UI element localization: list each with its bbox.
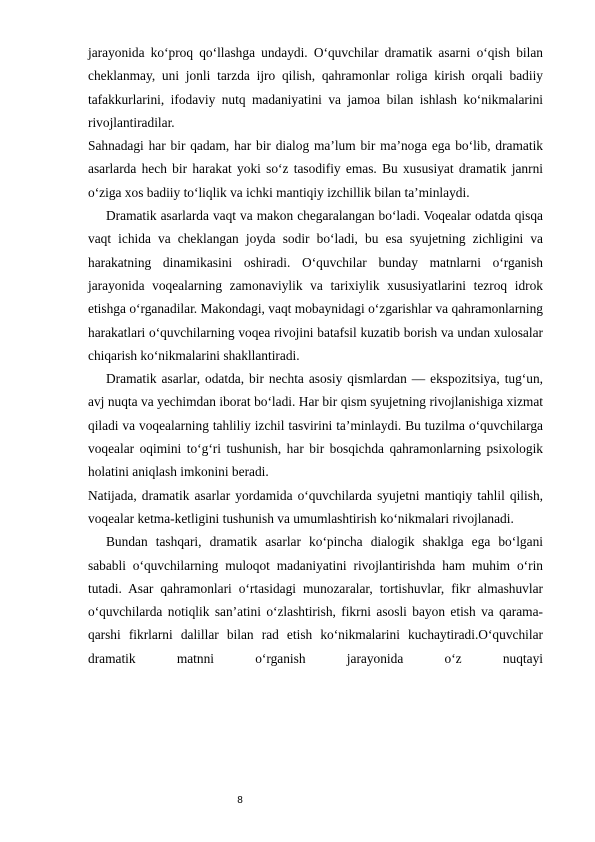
paragraph-6: Bundan tashqari, dramatik asarlar ko‘pincha dialogik shaklga ega bo‘lgani sababli o‘quvchilarning muloqot madaniyatini rivojlantirishda ham muhim o‘rin tutadi. Asar qahramonlari o‘rtasidagi munozaralar, tortishuvlar, fikr almashuvlar o‘quvchilarda notiqlik san’atini o‘zlashtirish, fikrni asosli bayon etish va qarama-qarshi fikrlarni dalillar bilan rad etish ko‘nikmalarini kuchaytiradi.O‘quvchilar dramatik matnni o‘rganish jarayonida o‘z nuqtayi <box>88 534 543 666</box>
paragraph-1: jarayonida ko‘proq qo‘llashga undaydi. O‘quvchilar dramatik asarni o‘qish bilan cheklanmay, uni jonli tarzda ijro qilish, qahramonlar roliga kirish orqali badiiy tafakkurlarini, ifodaviy nutq madaniyatini va jamoa bilan ishlash ko‘nikmalarini rivojlantiradilar. <box>88 45 543 130</box>
page-number: 8 <box>237 795 243 806</box>
paragraph-5: Natijada, dramatik asarlar yordamida o‘quvchilarda syujetni mantiqiy tahlil qilish, voqealar ketma-ketligini tushunish va umumlashtirish ko‘nikmalari rivojlanadi. <box>88 487 543 526</box>
body-text <box>88 41 543 670</box>
paragraph-2: Sahnadagi har bir qadam, har bir dialog ma’lum bir ma’noga ega bo‘lib, dramatik asarlarda hech bir harakat yoki so‘z tasodifiy emas. Bu xususiyat dramatik janrni o‘ziga xos badiiy to‘liqlik va ichki mantiqiy izchillik bilan ta’minlaydi. <box>88 138 543 200</box>
paragraph-3: Dramatik asarlarda vaqt va makon chegaralangan bo‘ladi. Voqealar odatda qisqa vaqt ichida va cheklangan joyda sodir bo‘ladi, bu esa syujetning zichligini va harakatning dinamikasini oshiradi. O‘quvchilar bunday matnlarni o‘rganish jarayonida voqealarning zamonaviylik va tarixiylik xususiyatlarini tezroq idrok etishga o‘rganadilar. Makondagi, vaqt mobaynidagi o‘zgarishlar va qahramonlarning harakatlari o‘quvchilarning voqea rivojini batafsil kuzatib borish va undan xulosalar chiqarish ko‘nikmalarini shakllantiradi. <box>88 208 543 363</box>
paragraph-4: Dramatik asarlar, odatda, bir nechta asosiy qismlardan — ekspozitsiya, tug‘un, avj nuqta va yechimdan iborat bo‘ladi. Har bir qism syujetning rivojlanishiga xizmat qiladi va voqealarning tahliliy izchil tasvirini ta’minlaydi. Bu tuzilma o‘quvchilarga voqealar oqimini to‘g‘ri tushunish, har bir bosqichda qahramonlarning psixologik holatini aniqlash imkonini beradi. <box>88 371 543 480</box>
